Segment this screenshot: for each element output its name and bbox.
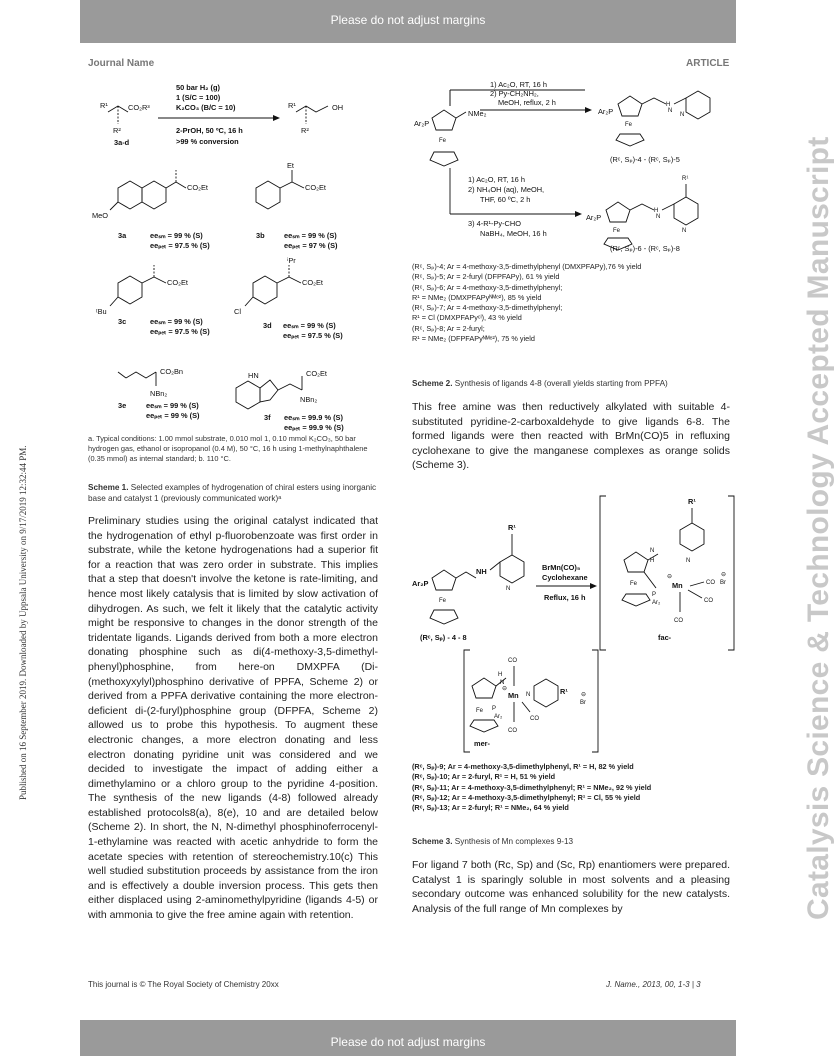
step-b-3: THF, 60 ºC, 2 h <box>480 195 531 204</box>
svg-text:CO₂Et: CO₂Et <box>306 369 327 378</box>
svg-text:CO: CO <box>508 658 517 664</box>
structure-3d <box>234 256 323 316</box>
ligand-structure <box>412 523 524 624</box>
list-item: (Rᶜ, Sₚ)-13; Ar = 2-furyl; R¹ = NMe₂, 64 % yield <box>412 803 569 813</box>
label-3a: 3a <box>118 231 127 240</box>
top-margin-notice: Please do not adjust margins <box>80 0 736 43</box>
svg-text:Mn: Mn <box>508 691 519 700</box>
step-b-1: 1) Ac₂O, RT, 16 h <box>468 175 525 184</box>
label-3f: 3f <box>264 413 271 422</box>
manuscript-watermark: Catalysis Science & Technology Accepted Manuscript <box>802 136 835 920</box>
step-a-3: MeOH, reflux, 2 h <box>498 98 556 107</box>
svg-text:Fe: Fe <box>630 581 638 587</box>
list-item: R¹ = NMe₂ (DMXPFAPyᴺᴹᵉ²), 85 % yield <box>412 292 542 302</box>
reagent-3: Reflux, 16 h <box>544 593 586 602</box>
label-3d: 3d <box>263 321 272 330</box>
substrate-label: 3a-d <box>114 138 130 147</box>
body-right-paragraph-2: For ligand 7 both (Rc, Sp) and (Sc, Rp) enantiomers were prepared. Catalyst 1 is sparingly soluble in most solvents and a pleasing secondary outcome was enhanced solubility for the new catalysts. Analysis of the full range of Mn complexes by <box>412 859 730 915</box>
step-a-2: 2) Py-CH₂NH₂, <box>490 89 539 98</box>
svg-text:NBn₂: NBn₂ <box>150 389 168 398</box>
svg-text:N: N <box>680 112 685 118</box>
list-item: (Rᶜ, Sₚ)-6; Ar = 4-methoxy-3,5-dimethylphenyl; <box>412 282 563 292</box>
svg-text:NBn₂: NBn₂ <box>300 395 318 404</box>
list-item: (Rᶜ, Sₚ)-9; Ar = 4-methoxy-3,5-dimethylphenyl, R¹ = H, 82 % yield <box>412 762 634 771</box>
bottom-margin-notice: Please do not adjust margins <box>80 1020 736 1056</box>
svg-text:CO: CO <box>706 580 715 586</box>
svg-text:CO: CO <box>704 598 713 604</box>
svg-text:N: N <box>686 558 691 564</box>
list-item: (Rᶜ, Sₚ)-8; Ar = 2-furyl; <box>412 323 485 333</box>
svg-text:N: N <box>506 586 511 592</box>
journal-name: Journal Name <box>88 58 155 69</box>
list-item: R¹ = Cl (DMXPFAPyᶜˡ), 43 % yield <box>412 313 522 323</box>
mer-complex-structure <box>470 658 586 734</box>
svg-text:Fe: Fe <box>625 122 633 128</box>
scheme-2-drawing <box>410 78 740 258</box>
svg-text:R²: R² <box>301 126 309 135</box>
svg-text:Ar₂P: Ar₂P <box>414 119 430 128</box>
svg-text:HN: HN <box>248 371 259 380</box>
svg-text:Fe: Fe <box>439 138 447 144</box>
structure-3b <box>256 161 326 209</box>
scheme-1-drawing <box>88 78 378 488</box>
condition-1: 50 bar H₂ (g) <box>176 83 220 92</box>
ee-pdt-3c: eeₚₑₜ = 97.5 % (S) <box>150 327 210 336</box>
svg-text:⊖: ⊖ <box>667 574 673 580</box>
label-3e: 3e <box>118 401 127 410</box>
structure-3f <box>236 369 327 409</box>
svg-text:Fe: Fe <box>439 598 447 604</box>
svg-text:N: N <box>656 214 661 220</box>
structure-3c <box>96 265 188 316</box>
ee-sm-3e: eeₛₘ = 99 % (S) <box>146 401 199 410</box>
ee-pdt-3e: eeₚₑₜ = 99 % (S) <box>146 411 200 420</box>
svg-text:R²: R² <box>113 126 121 135</box>
scheme-1-figure <box>88 78 378 488</box>
svg-text:N: N <box>526 692 531 698</box>
product-b-label: (Rᶜ, Sₚ)-6 - (Rᶜ, Sₚ)-8 <box>610 244 680 253</box>
step-b-5: NaBH₄, MeOH, 16 h <box>480 229 547 238</box>
svg-text:⊖: ⊖ <box>721 572 727 578</box>
scheme-3-drawing <box>410 490 740 758</box>
reagent-2: Cyclohexane <box>542 573 588 582</box>
scheme-2-caption: Scheme 2. Synthesis of ligands 4-8 (overall yields starting from PPFA) <box>412 379 668 388</box>
svg-text:H: H <box>650 558 655 564</box>
download-stamp: Published on 16 September 2019. Downloaded by Uppsala University on 9/17/2019 12:32:44 PM. <box>18 445 28 800</box>
svg-text:H: H <box>654 208 659 214</box>
body-left-column: Preliminary studies using the original catalyst indicated that the hydrogenation of ethyl p-fluorobenzoate was first order in substrate, while the ketone hydrogenations had a superior fit for a reaction that was zero order in substrate. This implies that a step that doesn't involve the ketone is rate-limiting, and hence most likely catalysis that is limited by slow activation of dihydrogen. As such, we felt it likely that the catalytic activity might be responsive to changes in the donor strength of the tridentate ligands. Ligands derived from both a more electron donating phosphine such as di(4-methoxy-3,5-dimethyl-phenyl)phosphine, from here-on DMXPFA (Di-(methoxyxylyl)phosphino derivative of PPFA, Scheme 2) or derived from a PPFA derivative containing the more electron-deficient di-(2-furyl)phosphine group (DFPFA, Scheme 2) allowed us to probe this hypothesis. To augment these electronic changes, a more electron donating and less electron donating pyridine unit was considered and we decided to investigate the impact of adding either a dimethylamino or a chloro group to the pyridine 4-position. The synthesis of the new ligands (4-8) followed already established protocols8(a), 8(e), 10 and are detailed below (Scheme 2). In short, the N, N-dimethyl phosphinoferrocenyl-1-ethylamine was reacted with acetic anhydride to form the acetate species with retention of stereochemistry.10(c) This well studied substitution proceeds by assistance from the iron and is effectively a double inversion process. This gets then either displaced using 2-aminomethylpyridine (ligands 4-5) or with ammonia to give the free amine again with retention. <box>88 515 378 922</box>
ee-pdt-3a: eeₚₑₜ = 97.5 % (S) <box>150 241 210 250</box>
scheme-2-yield-list <box>412 262 732 344</box>
svg-text:Br: Br <box>580 700 586 706</box>
svg-text:H: H <box>498 672 503 678</box>
svg-text:MeO: MeO <box>92 211 109 220</box>
ee-sm-3d: eeₛₘ = 99 % (S) <box>283 321 336 330</box>
svg-text:R¹: R¹ <box>508 523 516 532</box>
svg-text:ⁱPr: ⁱPr <box>287 256 296 265</box>
svg-text:⊖: ⊖ <box>581 692 587 698</box>
svg-text:Fe: Fe <box>476 708 484 714</box>
svg-text:N: N <box>682 228 687 234</box>
ee-sm-3b: eeₛₘ = 99 % (S) <box>284 231 337 240</box>
svg-text:Mn: Mn <box>672 581 683 590</box>
svg-text:Fe: Fe <box>613 228 621 234</box>
scheme-3-figure <box>410 490 740 758</box>
structure-3e <box>118 367 183 398</box>
ee-pdt-3b: eeₚₑₜ = 97 % (S) <box>284 241 338 250</box>
svg-text:H: H <box>666 102 671 108</box>
svg-text:N: N <box>668 108 673 114</box>
article-type: ARTICLE <box>686 58 730 69</box>
svg-text:R¹: R¹ <box>288 101 296 110</box>
list-item: R¹ = NMe₂ (DFPFAPyᴺᴹᵉ²), 75 % yield <box>412 334 535 344</box>
list-item: (Rᶜ, Sₚ)-7; Ar = 4-methoxy-3,5-dimethylphenyl; <box>412 303 563 313</box>
svg-text:CO: CO <box>530 716 539 722</box>
svg-text:CO: CO <box>674 618 683 624</box>
ee-sm-3c: eeₛₘ = 99 % (S) <box>150 317 203 326</box>
ligand-6-8-structure <box>586 176 698 250</box>
scheme-3-yield-list <box>412 762 732 813</box>
ee-pdt-3f: eeₚₑₜ = 99.9 % (S) <box>284 423 344 432</box>
svg-text:NMe₂: NMe₂ <box>468 109 487 118</box>
label-3c: 3c <box>118 317 127 326</box>
scheme-1-footnote: a. Typical conditions: 1.00 mmol substrate, 0.010 mol 1, 0.10 mmol K₂CO₃, 50 bar hydrogen gas, ethanol or isopropanol (0.4 M), 50 °C, 16 h using 1-methylnaphthalene (0.35 mmol) as internal standard; b. 110 °C. <box>88 434 368 463</box>
svg-text:R¹: R¹ <box>100 101 108 110</box>
svg-text:R¹: R¹ <box>560 687 568 696</box>
mer-label: mer- <box>474 739 491 748</box>
svg-text:N: N <box>500 680 505 686</box>
svg-text:Ar₂P: Ar₂P <box>412 579 429 588</box>
scheme-1-caption: Scheme 1. Selected examples of hydrogenation of chiral esters using inorganic base and catalyst 1 (previously communicated work)ᵃ <box>88 483 377 503</box>
footer-copyright: This journal is © The Royal Society of Chemistry 20xx <box>88 980 279 989</box>
svg-text:P: P <box>652 592 657 598</box>
list-item: (Rᶜ, Sₚ)-4; Ar = 4-methoxy-3,5-dimethylphenyl (DMXPFAPy),76 % yield <box>412 262 642 271</box>
ligand-4-5-structure <box>598 91 710 146</box>
ee-sm-3a: eeₛₘ = 99 % (S) <box>150 231 203 240</box>
label-3b: 3b <box>256 231 265 240</box>
list-item: (Rᶜ, Sₚ)-5; Ar = 2-furyl (DFPFAPy), 61 % yield <box>412 272 560 282</box>
fac-label: fac- <box>658 633 672 642</box>
svg-text:Et: Et <box>287 161 294 170</box>
svg-text:ᵗBu: ᵗBu <box>96 307 107 316</box>
svg-text:R¹: R¹ <box>682 176 689 182</box>
body-right-paragraph-1: This free amine was then reductively alkylated with suitable 4-substituted pyridine-2-carboxaldehyde to give ligands 6-8. The formed ligands were then reacted with BrMn(CO)5 in refluxing cyclohexane to give the manganese complexes as orange solids (Scheme 3). <box>412 401 730 472</box>
svg-text:CO₂Bn: CO₂Bn <box>160 367 183 376</box>
svg-text:Ar₂: Ar₂ <box>652 600 661 606</box>
svg-text:NH: NH <box>476 567 487 576</box>
step-a-1: 1) Ac₂O, RT, 16 h <box>490 80 547 89</box>
start-ligand-label: (Rᶜ, Sₚ) - 4 - 8 <box>420 633 467 642</box>
list-item: (Rᶜ, Sₚ)-12; Ar = 4-methoxy-3,5-dimethylphenyl; R¹ = Cl, 55 % yield <box>412 792 641 802</box>
svg-text:CO₂R³: CO₂R³ <box>128 103 150 112</box>
svg-text:P: P <box>492 706 497 712</box>
product-oh: OH <box>332 103 344 112</box>
reagent-1: BrMn(CO)₅ <box>542 563 581 572</box>
scheme-3-caption: Scheme 3. Synthesis of Mn complexes 9-13 <box>412 837 574 846</box>
svg-text:CO₂Et: CO₂Et <box>187 183 208 192</box>
svg-text:⊖: ⊖ <box>502 686 508 692</box>
svg-text:Ar₂P: Ar₂P <box>586 213 602 222</box>
condition-5: >99 % conversion <box>176 137 239 146</box>
scheme-2-figure <box>410 78 740 258</box>
structure-3a <box>92 170 208 220</box>
step-b-4: 3) 4-R¹-Py-CHO <box>468 219 521 228</box>
fac-complex-structure <box>622 497 726 624</box>
svg-text:CO: CO <box>508 728 517 734</box>
svg-text:Br: Br <box>720 580 726 586</box>
svg-text:Ar₂: Ar₂ <box>494 714 503 720</box>
step-b-2: 2) NH₄OH (aq), MeOH, <box>468 185 545 194</box>
ee-sm-3f: eeₛₘ = 99.9 % (S) <box>284 413 343 422</box>
svg-text:CO₂Et: CO₂Et <box>302 278 323 287</box>
svg-text:Ar₂P: Ar₂P <box>598 107 614 116</box>
ppfa-structure <box>414 109 487 166</box>
svg-text:CO₂Et: CO₂Et <box>305 183 326 192</box>
condition-2: 1 (S/C = 100) <box>176 93 221 102</box>
product-a-label: (Rᶜ, Sₚ)-4 - (Rᶜ, Sₚ)-5 <box>610 155 680 164</box>
ee-pdt-3d: eeₚₑₜ = 97.5 % (S) <box>283 331 343 340</box>
svg-text:Cl: Cl <box>234 307 241 316</box>
list-item: (Rᶜ, Sₚ)-10; Ar = 2-furyl, R¹ = H, 51 % yield <box>412 772 556 782</box>
condition-4: 2-PrOH, 50 ºC, 16 h <box>176 126 243 135</box>
svg-text:R¹: R¹ <box>688 497 696 506</box>
svg-text:N: N <box>650 548 655 554</box>
footer-page-info: J. Name., 2013, 00, 1-3 | 3 <box>606 980 701 989</box>
condition-3: K₂CO₃ (B/C = 10) <box>176 103 236 112</box>
list-item: (Rᶜ, Sₚ)-11; Ar = 4-methoxy-3,5-dimethylphenyl; R¹ = NMe₂, 92 % yield <box>412 782 652 792</box>
svg-text:CO₂Et: CO₂Et <box>167 278 188 287</box>
